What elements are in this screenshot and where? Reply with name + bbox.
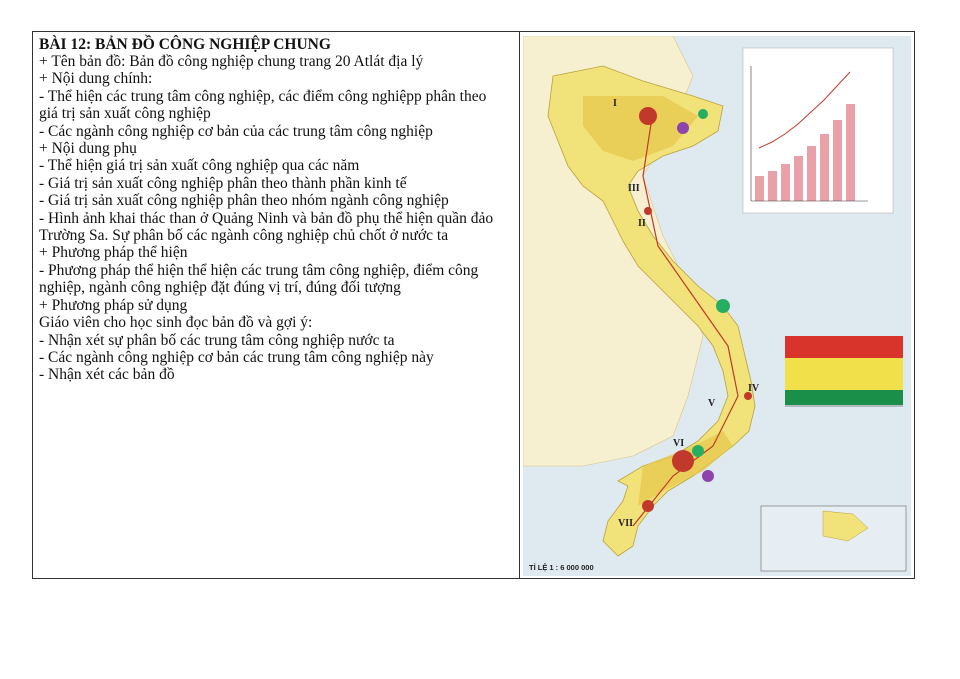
chart-bar xyxy=(807,146,816,201)
region-label: VI xyxy=(673,438,685,449)
chart-bar xyxy=(833,120,842,201)
gdp-chart-inset xyxy=(743,48,893,213)
center-cantho xyxy=(642,500,654,512)
chart-inset-bg xyxy=(743,48,893,213)
center-quangninh xyxy=(698,109,708,119)
lesson-line: - Thể hiện các trung tâm công nghiệp, các điểm công nghiệpp phân theo xyxy=(39,87,487,105)
center-haiphong xyxy=(677,122,689,134)
center-hcm xyxy=(672,450,694,472)
lesson-line: - Thể hiện giá trị sản xuất công nghiệp qua các năm xyxy=(39,157,360,175)
lesson-text xyxy=(39,36,515,384)
lesson-line: - Giá trị sản xuất công nghiệp phân theo nhóm ngành công nghiệp xyxy=(39,192,449,210)
chart-bar xyxy=(794,156,803,201)
lesson-line: Giáo viên cho học sinh đọc bản đồ và gợi ý: xyxy=(39,314,313,332)
lesson-line: + Nội dung chính: xyxy=(39,70,153,88)
lesson-line: - Giá trị sản xuất công nghiệp phân theo thành phần kinh tế xyxy=(39,174,407,192)
chart-bar xyxy=(781,164,790,201)
center-danang xyxy=(716,299,730,313)
lesson-line: - Nhận xét các bản đồ xyxy=(39,366,175,384)
region-label: II xyxy=(638,218,646,229)
region-label: VII xyxy=(618,518,634,529)
lesson-line: giá trị sản xuất công nghiệp xyxy=(39,105,211,123)
region-label: IV xyxy=(748,383,760,394)
lesson-line: - Các ngành công nghiệp cơ bản các trung tâm công nghiệp này xyxy=(39,348,434,366)
chart-bar xyxy=(755,176,764,201)
lesson-title: BÀI 12: BẢN ĐỒ CÔNG NGHIỆP CHUNG xyxy=(39,36,331,53)
stack-band-green xyxy=(785,390,903,405)
lesson-frame xyxy=(32,31,915,579)
lesson-line: - Phương pháp thể hiện thể hiện các trung tâm công nghiệp, điểm công xyxy=(39,261,479,279)
chart-bar xyxy=(768,171,777,201)
truong-sa-inset xyxy=(761,506,906,571)
lesson-line: + Phương pháp thể hiện xyxy=(39,244,188,262)
lesson-line: + Phương pháp sử dụng xyxy=(39,296,188,314)
column-divider xyxy=(519,32,520,578)
chart-bar xyxy=(820,134,829,201)
region-label: III xyxy=(628,183,640,194)
stack-band-red xyxy=(785,336,903,358)
center-vungtau xyxy=(702,470,714,482)
lesson-line: + Nội dung phụ xyxy=(39,140,137,158)
vietnam-map-svg xyxy=(523,36,911,576)
center-vinh xyxy=(644,207,652,215)
region-label: V xyxy=(708,398,716,409)
center-hanoi xyxy=(639,107,657,125)
lesson-line: Trường Sa. Sự phân bố các ngành công nghiệp chủ chốt ở nước ta xyxy=(39,227,449,245)
lesson-line: nghiệp, ngành công nghiệp đặt đúng vị trí, đúng đối tượng xyxy=(39,279,401,297)
lesson-line: - Hình ảnh khai thác than ở Quảng Ninh và bản đồ phụ thể hiện quần đảo xyxy=(39,209,494,227)
region-label: I xyxy=(613,98,617,109)
lesson-line: - Các ngành công nghiệp cơ bản của các trung tâm công nghiệp xyxy=(39,122,433,140)
sector-chart-inset xyxy=(785,336,903,406)
map-scale: TỈ LỆ 1 : 6 000 000 xyxy=(529,563,594,572)
center-bienhoa xyxy=(692,445,704,457)
chart-bar xyxy=(846,104,855,201)
lesson-line: - Nhận xét sự phân bố các trung tâm công nghiệp nước ta xyxy=(39,331,395,349)
lesson-line: + Tên bản đồ: Bản đồ công nghiệp chung trang 20 Atlát địa lý xyxy=(39,53,424,70)
stack-band-yellow xyxy=(785,358,903,390)
industry-map-image xyxy=(523,36,911,576)
